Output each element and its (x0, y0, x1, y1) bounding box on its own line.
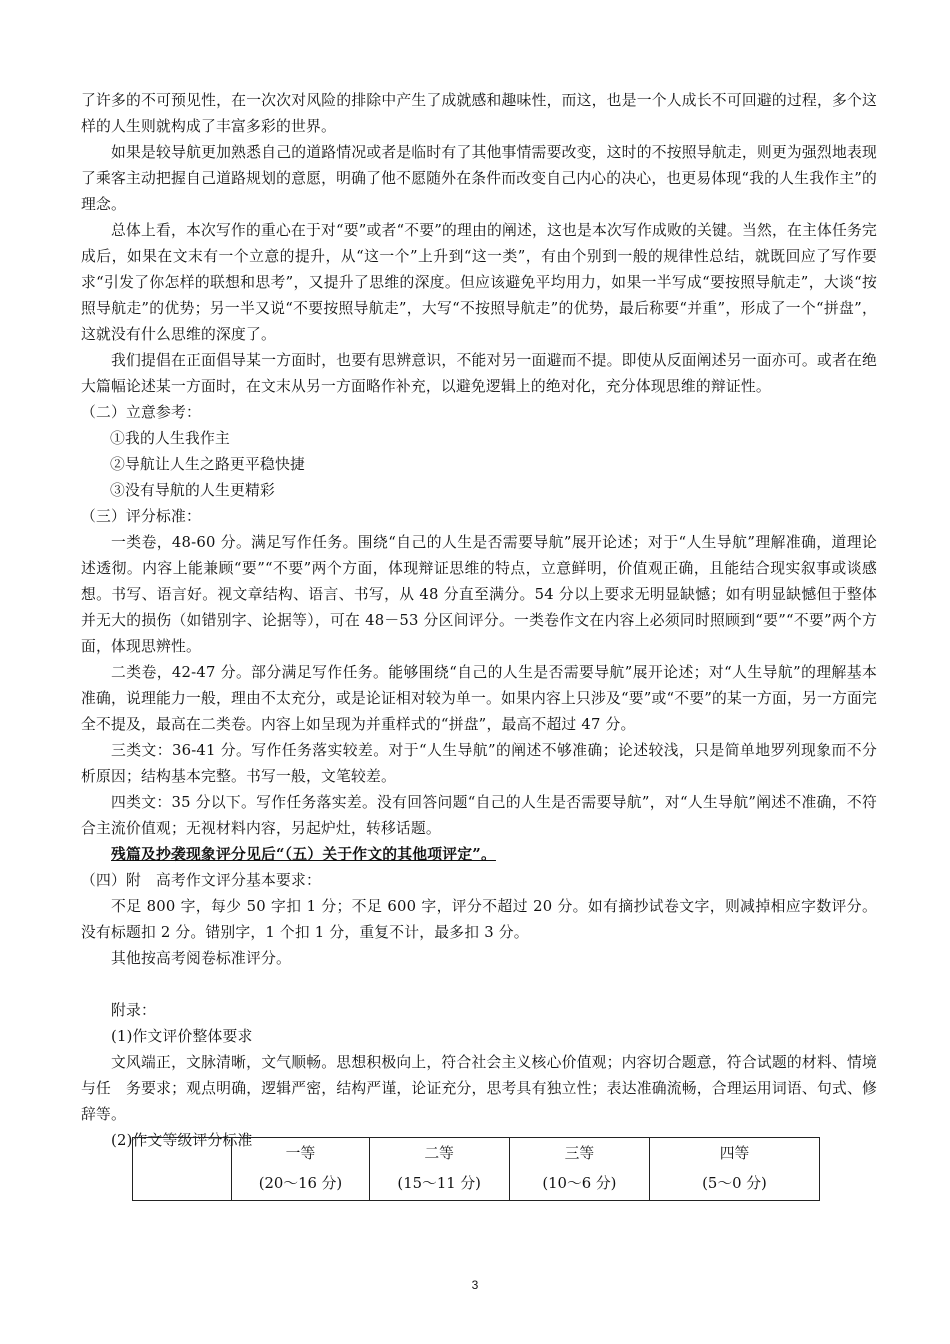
paragraph: 三类文：36-41 分。写作任务落实较差。对于“人生导航”的阐述不够准确；论述较浅，只是简单地罗列现象而不分析原因；结构基本完整。书写一般，文笔较差。 (81, 742, 877, 785)
grade-name: 三等 (564, 1145, 595, 1162)
paragraph: ②导航让人生之路更平稳快捷 (110, 456, 305, 473)
paragraph: (2)作文等级评分标准 (111, 1132, 253, 1149)
emphasis-text: 残篇及抄袭现象评分见后“（五）关于作文的其他项评定”。 (111, 846, 496, 863)
grade-table-header-row (133, 1138, 820, 1201)
grade-table (132, 1137, 820, 1201)
paragraph: （二）立意参考： (81, 404, 201, 421)
paragraph: 如果是较导航更加熟悉自己的道路情况或者是临时有了其他事情需要改变，这时的不按照导航走，则更为强烈地表现了乘客主动把握自己道路规划的意愿，明确了他不愿随外在条件而改变自己内心的决心，也更易体现“我的人生我作主”的理念。 (81, 144, 877, 213)
page-number: 3 (471, 1278, 479, 1292)
blank-line (81, 972, 877, 998)
document-body (81, 88, 877, 1154)
grade-table-corner-cell (133, 1138, 232, 1201)
grade-range: (5～0 分) (702, 1175, 767, 1192)
paragraph: 附录： (111, 1002, 156, 1019)
grade-name: 一等 (285, 1145, 316, 1162)
grade-range: (20～16 分) (258, 1175, 343, 1192)
paragraph: （四）附 高考作文评分基本要求： (81, 872, 321, 889)
paragraph: 了许多的不可预见性，在一次次对风险的排除中产生了成就感和趣味性，而这，也是一个人成长不可回避的过程，多个这样的人生则就构成了丰富多彩的世界。 (81, 92, 877, 135)
grade-range: (10～6 分) (542, 1175, 617, 1192)
paragraph: 不足 800 字，每少 50 字扣 1 分；不足 600 字，评分不超过 20 分。如有摘抄试卷文字，则减掉相应字数评分。没有标题扣 2 分。错别字，1 个扣 1 分，重复不计，最多扣 3 分。 (81, 898, 877, 941)
paragraph: 二类卷，42-47 分。部分满足写作任务。能够围绕“自己的人生是否需要导航”展开论述；对“人生导航”的理解基本准确，说理能力一般，理由不太充分，或是论证相对较为单一。如果内容上只涉及“要”或“不要”的某一方面，另一方面完全不提及，最高在二类卷。内容上如呈现为并重样式的“拼盘”，最高不超过 47 分。 (81, 664, 877, 733)
paragraph: 文风端正，文脉清晰，文气顺畅。思想积极向上，符合社会主义核心价值观；内容切合题意，符合试题的材料、情境与任 务要求；观点明确，逻辑严密，结构严谨，论证充分，思考具有独立性；表达准确流畅，合理运用词语、句式、修辞等。 (81, 1054, 877, 1123)
grade-column-4 (650, 1138, 820, 1201)
grade-name: 二等 (424, 1145, 454, 1162)
paragraph: （三）评分标准： (81, 508, 201, 525)
paragraph: 我们提倡在正面倡导某一方面时，也要有思辨意识，不能对另一面避而不提。即使从反面阐述另一面亦可。或者在绝大篇幅论述某一方面时，在文末从另一方面略作补充，以避免逻辑上的绝对化，充分体现思维的辩证性。 (81, 352, 877, 395)
paragraph: 一类卷，48-60 分。满足写作任务。围绕“自己的人生是否需要导航”展开论述；对于“人生导航”理解准确，道理论述透彻。内容上能兼顾“要”“不要”两个方面，体现辩证思维的特点，立意鲜明，价值观正确，且能结合现实叙事或谈感想。书写、语言好。视文章结构、语言、书写，从 48 分直至满分。54 分以上要求无明显缺憾；如有明显缺憾但于整体并无大的损伤（如错别字、论据等），可在 48－53 分区间评分。一类卷作文在内容上必须同时照顾到“要”“不要”两个方面，体现思辨性。 (81, 534, 877, 655)
grade-name: 四等 (719, 1145, 750, 1162)
paragraph (81, 842, 877, 868)
grade-column-2 (369, 1138, 509, 1201)
paragraph: (1)作文评价整体要求 (111, 1028, 253, 1045)
paragraph: 其他按高考阅卷标准评分。 (111, 950, 291, 967)
paragraph: ①我的人生我作主 (110, 430, 230, 447)
grade-column-3 (509, 1138, 649, 1201)
grade-column-1 (232, 1138, 369, 1201)
paragraph: ③没有导航的人生更精彩 (110, 482, 275, 499)
paragraph: 四类文：35 分以下。写作任务落实差。没有回答问题“自己的人生是否需要导航”，对“人生导航”阐述不准确，不符合主流价值观；无视材料内容，另起炉灶，转移话题。 (81, 794, 877, 837)
grade-range: (15～11 分) (397, 1175, 481, 1192)
paragraph: 总体上看，本次写作的重心在于对“要”或者“不要”的理由的阐述，这也是本次写作成败的关键。当然，在主体任务完成后，如果在文末有一个立意的提升，从“这一个”上升到“这一类”，有由个别到一般的规律性总结，就既回应了写作要求“引发了你怎样的联想和思考”，又提升了思维的深度。但应该避免平均用力，如果一半写成“要按照导航走”，大谈“按照导航走”的优势；另一半又说“不要按照导航走”，大写“不按照导航走”的优势，最后称要“并重”，形成了一个“拼盘”，这就没有什么思维的深度了。 (81, 222, 877, 343)
